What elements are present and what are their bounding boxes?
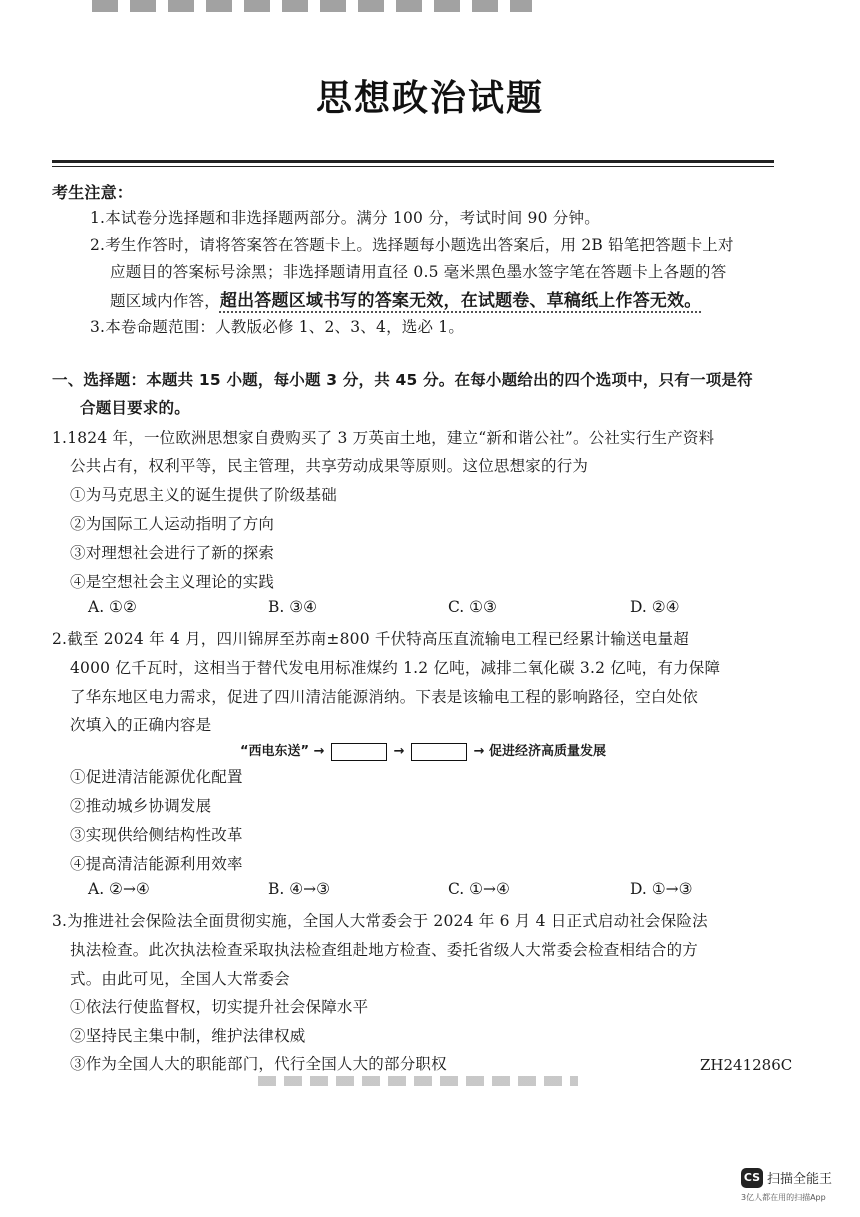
q2-stem: 次填入的正确内容是 (70, 716, 212, 734)
q2-item: ②推动城乡协调发展 (70, 797, 212, 815)
q2-option-b: B. ④→③ (268, 880, 331, 898)
flow-blank-box (411, 743, 467, 761)
notice-line: 1.本试卷分选择题和非选择题两部分。满分 100 分，考试时间 90 分钟。 (90, 209, 600, 227)
flow-start-label: “西电东送” (240, 744, 310, 759)
q2-stem: 2.截至 2024 年 4 月，四川锦屏至苏南±800 千伏特高压直流输电工程已经累计输送电量超 (52, 630, 689, 648)
scanner-logo-icon: CS (741, 1168, 763, 1188)
notice-line: 2.考生作答时，请将答案答在答题卡上。选择题每小题选出答案后，用 2B 铅笔把答题卡上对 (90, 236, 734, 254)
cropped-footer-text (258, 1076, 578, 1086)
q1-option-b: B. ③④ (268, 598, 318, 616)
q3-item: ①依法行使监督权，切实提升社会保障水平 (70, 998, 369, 1016)
cropped-header-text (92, 0, 532, 12)
q3-stem: 执法检查。此次执法检查采取执法检查组赴地方检查、委托省级人大常委会检查相结合的方 (70, 941, 699, 959)
arrow-right-icon: → (473, 744, 485, 759)
arrow-right-icon: → (313, 744, 325, 759)
q3-item: ③作为全国人大的职能部门，代行全国人大的部分职权 (70, 1055, 447, 1073)
q1-option-d: D. ②④ (630, 598, 680, 616)
q1-item: ①为马克思主义的诞生提供了阶级基础 (70, 486, 337, 504)
q2-item: ④提高清洁能源利用效率 (70, 855, 243, 873)
q1-option-a: A. ①② (88, 598, 137, 616)
arrow-right-icon: → (393, 744, 405, 759)
q1-stem: 1.1824 年，一位欧洲思想家自费购买了 3 万英亩土地，建立“新和谐公社”。公社实行生产资料 (52, 429, 715, 447)
scanner-brand-name: 扫描全能王 (767, 1172, 833, 1187)
notice-line-wrap (110, 286, 702, 311)
notice-line: 应题目的答案标号涂黑；非选择题请用直径 0.5 毫米黑色墨水签字笔在答题卡上各题的答 (110, 263, 727, 281)
notice-heading: 考生注意： (52, 183, 134, 202)
q1-option-c: C. ①③ (448, 598, 497, 616)
q3-stem: 式。由此可见，全国人大常委会 (70, 970, 290, 988)
q2-option-d: D. ①→③ (630, 880, 693, 898)
q2-option-c: C. ①→④ (448, 880, 510, 898)
notice-line: 3.本卷命题范围：人教版必修 1、2、3、4，选必 1。 (90, 318, 465, 336)
scanner-tagline: 3亿人都在用的扫描App (741, 1193, 826, 1202)
q2-stem: 了华东地区电力需求，促进了四川清洁能源消纳。下表是该输电工程的影响路径，空白处依 (70, 688, 699, 706)
q3-stem: 3.为推进社会保险法全面贯彻实施，全国人大常委会于 2024 年 6 月 4 日正式启动社会保险法 (52, 912, 708, 930)
divider-thin (52, 166, 774, 167)
section-heading-cont: 合题目要求的。 (80, 399, 190, 417)
q2-option-a: A. ②→④ (88, 880, 150, 898)
flow-blank-box (331, 743, 387, 761)
q2-item: ③实现供给侧结构性改革 (70, 826, 243, 844)
q1-item: ③对理想社会进行了新的探索 (70, 544, 275, 562)
section-heading: 一、选择题：本题共 15 小题，每小题 3 分，共 45 分。在每小题给出的四个选项中，只有一项是符 (52, 371, 753, 389)
notice-emphasis: 超出答题区域书写的答案无效，在试题卷、草稿纸上作答无效。 (219, 291, 702, 311)
paper-code: ZH241286C (700, 1056, 793, 1074)
notice-line-start: 题区域内作答， (110, 292, 220, 310)
q1-stem: 公共占有，权利平等，民主管理，共享劳动成果等原则。这位思想家的行为 (70, 457, 589, 475)
q1-item: ②为国际工人运动指明了方向 (70, 515, 275, 533)
q3-item: ②坚持民主集中制，维护法律权威 (70, 1027, 306, 1045)
q1-item: ④是空想社会主义理论的实践 (70, 573, 275, 591)
q2-item: ①促进清洁能源优化配置 (70, 768, 243, 786)
divider-thick (52, 160, 774, 163)
flow-end-label: 促进经济高质量发展 (489, 744, 607, 759)
q2-stem: 4000 亿千瓦时，这相当于替代发电用标准煤约 1.2 亿吨，减排二氧化碳 3.2 亿吨，有力保障 (70, 659, 721, 677)
page-title: 思想政治试题 (315, 78, 544, 119)
q2-flow-diagram (240, 740, 606, 762)
